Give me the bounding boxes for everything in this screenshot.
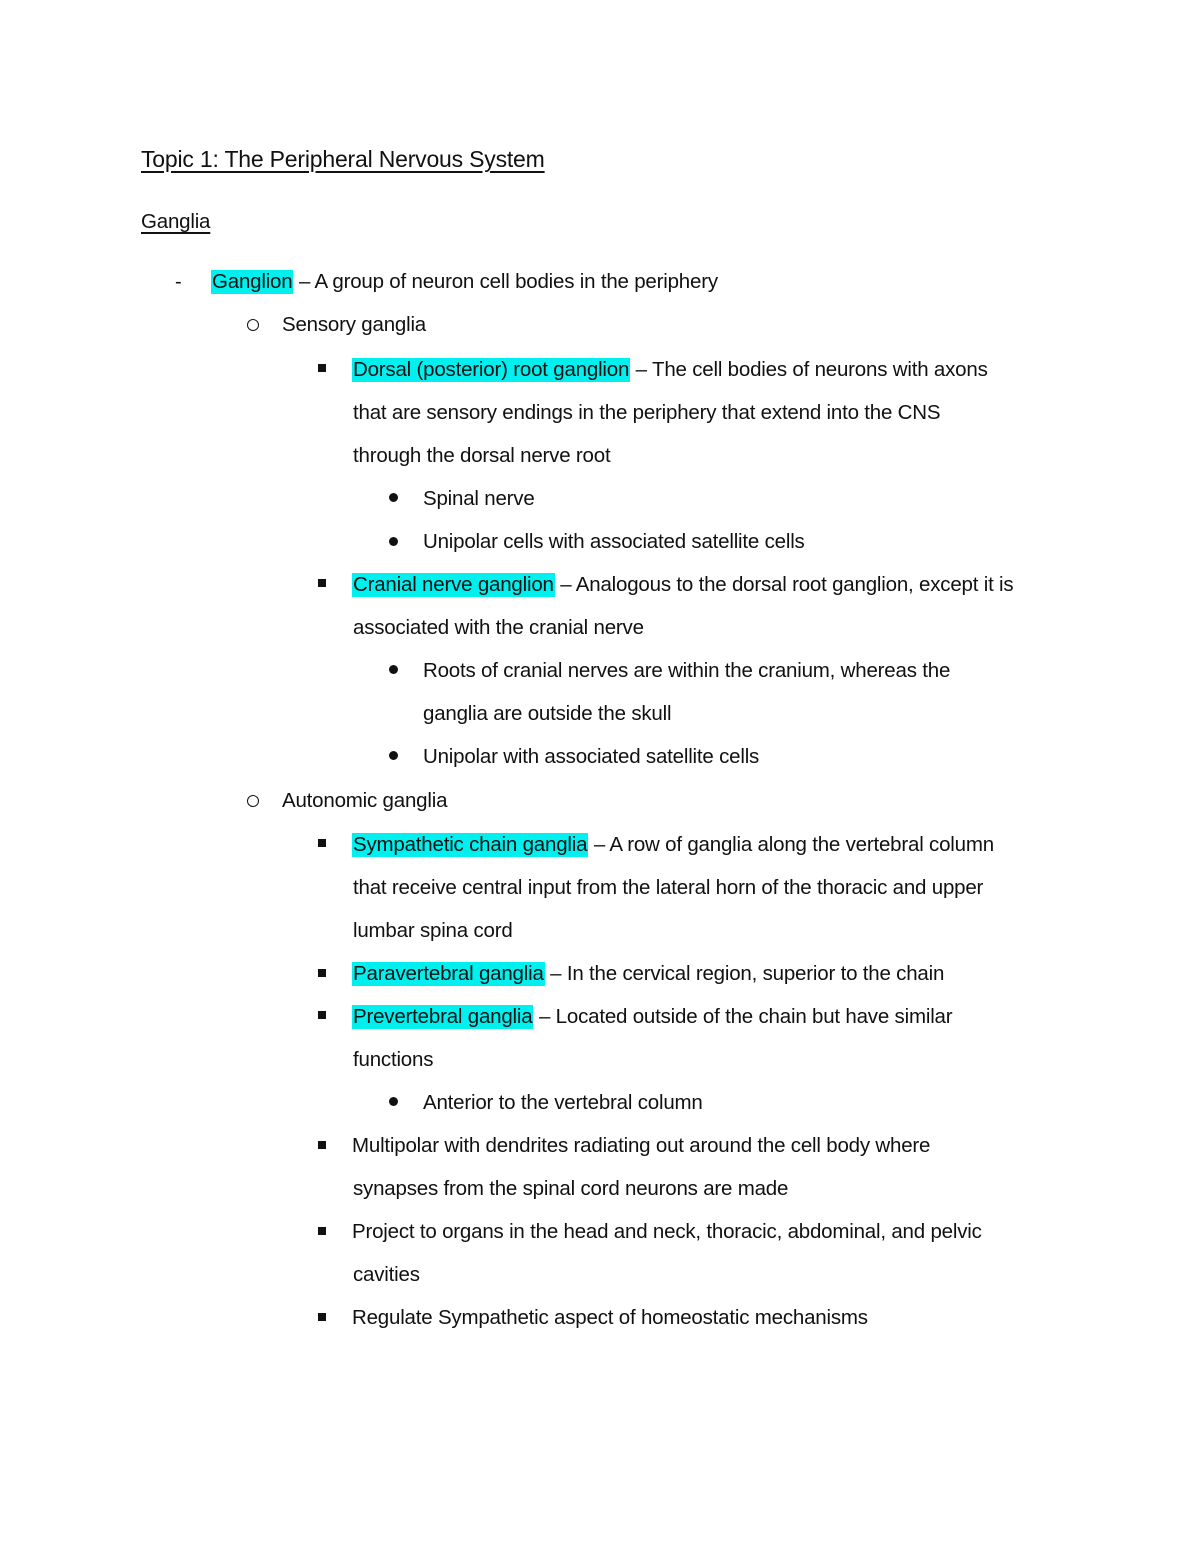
circle-bullet-icon bbox=[247, 795, 259, 807]
continuation-line: lumbar spina cord bbox=[353, 919, 513, 942]
square-bullet-icon bbox=[318, 579, 326, 587]
list-item-roots-cranial-nerves: Roots of cranial nerves are within the cranium, whereas the bbox=[423, 659, 951, 682]
term-definition: – Located outside of the chain but have similar bbox=[533, 1005, 953, 1028]
list-item-prevertebral-ganglia bbox=[352, 1003, 952, 1031]
list-item-sympathetic-chain-ganglia bbox=[352, 831, 994, 859]
square-bullet-icon bbox=[318, 1011, 326, 1019]
list-item-project-to-organs: Project to organs in the head and neck, thoracic, abdominal, and pelvic bbox=[352, 1220, 982, 1243]
circle-bullet-icon bbox=[247, 319, 259, 331]
dot-bullet-icon bbox=[389, 537, 398, 546]
list-item-cranial-nerve-ganglion bbox=[352, 571, 1013, 599]
highlighted-term: Ganglion bbox=[212, 270, 293, 293]
continuation-line: synapses from the spinal cord neurons are made bbox=[353, 1177, 789, 1200]
list-item-sensory-ganglia: Sensory ganglia bbox=[282, 313, 427, 336]
continuation-line: that receive central input from the lateral horn of the thoracic and upper bbox=[353, 876, 984, 899]
list-item-unipolar-satellite: Unipolar with associated satellite cells bbox=[423, 745, 760, 768]
term-definition: – In the cervical region, superior to the chain bbox=[544, 962, 945, 985]
highlighted-term: Sympathetic chain ganglia bbox=[353, 833, 588, 856]
square-bullet-icon bbox=[318, 1313, 326, 1321]
term-definition: – A row of ganglia along the vertebral column bbox=[588, 833, 994, 856]
highlighted-term: Paravertebral ganglia bbox=[353, 962, 544, 985]
dot-bullet-icon bbox=[389, 751, 398, 760]
highlighted-term: Dorsal (posterior) root ganglion bbox=[353, 358, 630, 381]
continuation-line: cavities bbox=[353, 1263, 420, 1286]
continuation-line: through the dorsal nerve root bbox=[353, 444, 611, 467]
term-definition: – Analogous to the dorsal root ganglion, except it is bbox=[554, 573, 1014, 596]
dot-bullet-icon bbox=[389, 665, 398, 674]
square-bullet-icon bbox=[318, 839, 326, 847]
list-item-paravertebral-ganglia bbox=[352, 960, 944, 988]
list-item-multipolar: Multipolar with dendrites radiating out around the cell body where bbox=[352, 1134, 931, 1157]
dash-marker: - bbox=[175, 271, 182, 293]
section-heading: Ganglia bbox=[141, 210, 211, 233]
dot-bullet-icon bbox=[389, 1097, 398, 1106]
term-definition: – A group of neuron cell bodies in the periphery bbox=[293, 270, 718, 293]
highlighted-term: Prevertebral ganglia bbox=[353, 1005, 533, 1028]
continuation-line: associated with the cranial nerve bbox=[353, 616, 644, 639]
dot-bullet-icon bbox=[389, 493, 398, 502]
square-bullet-icon bbox=[318, 1141, 326, 1149]
list-item-ganglion bbox=[211, 268, 718, 296]
continuation-line: that are sensory endings in the periphery that extend into the CNS bbox=[353, 401, 941, 424]
list-item-regulate-sympathetic: Regulate Sympathetic aspect of homeostatic mechanisms bbox=[352, 1306, 868, 1329]
list-item-dorsal-root-ganglion bbox=[352, 356, 988, 384]
term-definition: – The cell bodies of neurons with axons bbox=[630, 358, 988, 381]
continuation-line: functions bbox=[353, 1048, 434, 1071]
list-item-anterior-vertebral: Anterior to the vertebral column bbox=[423, 1091, 703, 1114]
list-item-unipolar-cells: Unipolar cells with associated satellite cells bbox=[423, 530, 805, 553]
square-bullet-icon bbox=[318, 364, 326, 372]
list-item-spinal-nerve: Spinal nerve bbox=[423, 487, 535, 510]
square-bullet-icon bbox=[318, 1227, 326, 1235]
page-title: Topic 1: The Peripheral Nervous System bbox=[141, 146, 545, 172]
square-bullet-icon bbox=[318, 969, 326, 977]
highlighted-term: Cranial nerve ganglion bbox=[353, 573, 554, 596]
continuation-line: ganglia are outside the skull bbox=[423, 702, 672, 725]
list-item-autonomic-ganglia: Autonomic ganglia bbox=[282, 789, 448, 812]
